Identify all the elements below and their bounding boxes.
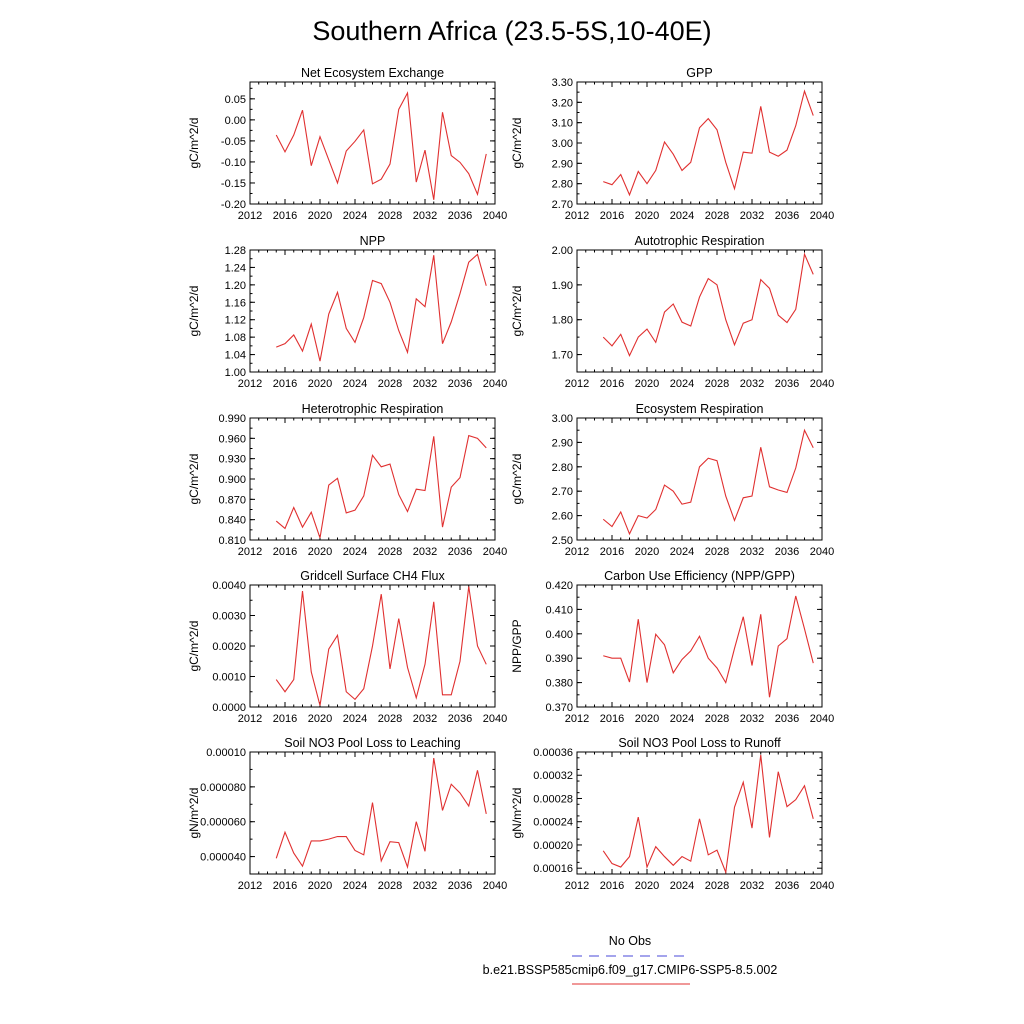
x-tick-label: 2032 [739, 880, 765, 892]
x-tick-label: 2020 [307, 880, 333, 892]
chart-panel [510, 736, 834, 892]
y-tick-label: 1.04 [224, 349, 246, 362]
y-axis-label: NPP/GPP [510, 619, 524, 673]
x-tick-label: 2012 [564, 880, 590, 892]
y-tick-label: 2.90 [551, 158, 573, 171]
x-tick-label: 2020 [307, 546, 333, 558]
y-tick-label: 1.08 [224, 332, 246, 345]
x-tick-label: 2016 [272, 713, 298, 725]
x-tick-label: 2024 [342, 713, 368, 725]
legend-model-label: b.e21.BSSP585cmip6.f09_g17.CMIP6-SSP5-8.5.002 [482, 963, 778, 977]
y-tick-label: 0.00028 [533, 793, 573, 806]
panel-title: NPP [359, 234, 386, 248]
y-tick-label: 0.380 [545, 677, 573, 690]
y-axis-label: gC/m^2/d [510, 285, 524, 337]
series-line [603, 430, 813, 534]
x-tick-label: 2012 [237, 378, 263, 390]
panel-title: Net Ecosystem Exchange [300, 66, 445, 80]
y-tick-label: 0.000060 [200, 816, 246, 829]
plot-frame [250, 752, 495, 874]
chart-panel [187, 402, 507, 558]
x-tick-label: 2028 [704, 713, 730, 725]
x-tick-label: 2032 [739, 713, 765, 725]
x-tick-label: 2040 [809, 378, 835, 390]
x-tick-label: 2028 [377, 378, 403, 390]
x-tick-label: 2016 [599, 880, 625, 892]
series-line [603, 755, 813, 872]
x-tick-label: 2032 [739, 210, 765, 222]
x-tick-label: 2036 [774, 880, 800, 892]
x-tick-label: 2016 [599, 713, 625, 725]
y-tick-label: 3.20 [551, 97, 573, 110]
y-axis-label: gN/m^2/d [510, 787, 524, 839]
y-axis-label: gC/m^2/d [187, 453, 201, 505]
x-tick-label: 2040 [482, 210, 508, 222]
y-tick-label: 0.000080 [200, 781, 246, 794]
y-tick-label: -0.15 [220, 177, 246, 190]
x-tick-label: 2040 [482, 546, 508, 558]
x-tick-label: 2028 [704, 378, 730, 390]
panel-title: Carbon Use Efficiency (NPP/GPP) [604, 569, 795, 583]
y-tick-label: 0.0030 [212, 610, 246, 623]
y-tick-label: 0.990 [218, 413, 246, 425]
y-tick-label: 1.00 [224, 367, 246, 379]
x-tick-label: 2032 [739, 378, 765, 390]
x-tick-label: 2040 [809, 713, 835, 725]
x-tick-label: 2036 [447, 880, 473, 892]
x-tick-label: 2036 [447, 713, 473, 725]
x-tick-label: 2028 [377, 713, 403, 725]
y-tick-label: 1.24 [224, 262, 246, 275]
plot-frame [250, 250, 495, 372]
chart-panel [187, 569, 507, 725]
y-tick-label: 0.370 [545, 702, 573, 714]
y-tick-label: 0.870 [218, 494, 246, 507]
y-tick-label: 1.90 [551, 279, 573, 292]
y-tick-label: 0.0040 [212, 580, 246, 592]
series-line [276, 587, 486, 706]
x-tick-label: 2040 [809, 546, 835, 558]
chart-panel [510, 402, 834, 558]
panel-title: Gridcell Surface CH4 Flux [300, 569, 445, 583]
x-tick-label: 2040 [809, 880, 835, 892]
plot-frame [250, 82, 495, 204]
y-tick-label: 1.70 [551, 349, 573, 362]
y-tick-label: 0.00010 [206, 747, 246, 759]
y-tick-label: 2.50 [551, 535, 573, 547]
x-tick-label: 2016 [272, 210, 298, 222]
panel-title: Soil NO3 Pool Loss to Leaching [284, 736, 461, 750]
y-tick-label: 0.0000 [212, 702, 246, 714]
y-tick-label: 0.00032 [533, 770, 573, 783]
x-tick-label: 2024 [669, 880, 695, 892]
y-tick-label: 2.90 [551, 437, 573, 450]
y-axis-label: gC/m^2/d [187, 117, 201, 169]
x-tick-label: 2036 [774, 546, 800, 558]
y-tick-label: 2.00 [551, 245, 573, 257]
y-tick-label: 0.000040 [200, 851, 246, 864]
plot-frame [577, 250, 822, 372]
y-tick-label: 0.960 [218, 433, 246, 446]
y-tick-label: 3.30 [551, 77, 573, 89]
y-tick-label: 0.00016 [533, 863, 573, 876]
series-line [276, 254, 486, 361]
x-tick-label: 2020 [634, 210, 660, 222]
x-tick-label: 2024 [669, 713, 695, 725]
x-tick-label: 2040 [809, 210, 835, 222]
x-tick-label: 2032 [412, 713, 438, 725]
panel-title: GPP [686, 66, 713, 80]
y-tick-label: 2.70 [551, 199, 573, 211]
x-tick-label: 2036 [447, 210, 473, 222]
legend [483, 934, 778, 984]
x-tick-label: 2024 [342, 378, 368, 390]
y-axis-label: gC/m^2/d [510, 453, 524, 505]
y-tick-label: 2.80 [551, 461, 573, 474]
x-tick-label: 2020 [634, 880, 660, 892]
x-tick-label: 2016 [599, 378, 625, 390]
legend-obs-label: No Obs [608, 934, 652, 948]
y-tick-label: 0.900 [218, 474, 246, 486]
figure-title: Southern Africa (23.5-5S,10-40E) [312, 16, 712, 46]
x-tick-label: 2012 [237, 880, 263, 892]
x-tick-label: 2012 [564, 210, 590, 222]
y-tick-label: 0.0020 [212, 641, 246, 653]
panel-title: Autotrophic Respiration [634, 234, 765, 248]
y-tick-label: 0.400 [545, 628, 573, 641]
chart-panel [510, 569, 834, 725]
x-tick-label: 2036 [774, 713, 800, 725]
y-tick-label: 1.16 [224, 297, 246, 310]
series-line [603, 254, 813, 355]
y-axis-label: gC/m^2/d [187, 285, 201, 337]
x-tick-label: 2012 [237, 210, 263, 222]
x-tick-label: 2016 [272, 546, 298, 558]
x-tick-label: 2016 [272, 378, 298, 390]
x-tick-label: 2016 [272, 880, 298, 892]
y-axis-label: gN/m^2/d [187, 787, 201, 839]
x-tick-label: 2028 [377, 210, 403, 222]
series-line [276, 758, 486, 867]
x-tick-label: 2020 [634, 546, 660, 558]
x-tick-label: 2024 [669, 210, 695, 222]
y-tick-label: 0.00036 [533, 747, 573, 759]
x-tick-label: 2036 [447, 546, 473, 558]
x-tick-label: 2020 [307, 210, 333, 222]
y-tick-label: 3.10 [551, 117, 573, 130]
x-tick-label: 2036 [774, 210, 800, 222]
x-tick-label: 2036 [447, 378, 473, 390]
chart-panel [510, 66, 834, 222]
x-tick-label: 2016 [599, 210, 625, 222]
x-tick-label: 2020 [307, 378, 333, 390]
y-tick-label: 0.410 [545, 604, 573, 617]
x-tick-label: 2040 [482, 713, 508, 725]
y-tick-label: 0.810 [218, 535, 246, 547]
x-tick-label: 2020 [307, 713, 333, 725]
x-tick-label: 2032 [739, 546, 765, 558]
y-tick-label: 1.80 [551, 314, 573, 327]
y-tick-label: 0.840 [218, 514, 246, 527]
x-tick-label: 2016 [599, 546, 625, 558]
y-tick-label: 1.28 [224, 245, 246, 257]
panel-title: Heterotrophic Respiration [301, 402, 444, 416]
y-tick-label: 1.20 [224, 279, 246, 292]
chart-panel [187, 736, 507, 892]
x-tick-label: 2020 [634, 713, 660, 725]
x-tick-label: 2012 [564, 713, 590, 725]
y-tick-label: 0.420 [545, 580, 573, 592]
x-tick-label: 2040 [482, 880, 508, 892]
x-tick-label: 2012 [237, 713, 263, 725]
y-tick-label: 0.05 [224, 93, 246, 106]
plot-frame [577, 585, 822, 707]
y-tick-label: 0.00024 [533, 816, 573, 829]
chart-panel [510, 234, 834, 390]
y-axis-label: gC/m^2/d [510, 117, 524, 169]
plot-frame [577, 752, 822, 874]
x-tick-label: 2020 [634, 378, 660, 390]
x-tick-label: 2024 [342, 880, 368, 892]
x-tick-label: 2032 [412, 546, 438, 558]
y-tick-label: 0.930 [218, 453, 246, 466]
y-tick-label: 2.70 [551, 486, 573, 499]
y-tick-label: -0.05 [220, 135, 246, 148]
x-tick-label: 2024 [669, 378, 695, 390]
x-tick-label: 2028 [704, 210, 730, 222]
x-tick-label: 2040 [482, 378, 508, 390]
x-tick-label: 2036 [774, 378, 800, 390]
x-tick-label: 2032 [412, 880, 438, 892]
chart-panel [187, 66, 507, 222]
y-tick-label: -0.20 [220, 199, 246, 211]
x-tick-label: 2024 [342, 546, 368, 558]
chart-panels [187, 66, 834, 892]
y-axis-label: gC/m^2/d [187, 620, 201, 672]
x-tick-label: 2032 [412, 210, 438, 222]
y-tick-label: 1.12 [224, 314, 246, 327]
x-tick-label: 2012 [564, 546, 590, 558]
y-tick-label: -0.10 [220, 156, 246, 169]
y-tick-label: 2.60 [551, 510, 573, 523]
x-tick-label: 2032 [412, 378, 438, 390]
x-tick-label: 2028 [377, 880, 403, 892]
panel-title: Soil NO3 Pool Loss to Runoff [618, 736, 781, 750]
series-line [276, 436, 486, 538]
x-tick-label: 2028 [704, 546, 730, 558]
y-tick-label: 2.80 [551, 178, 573, 191]
x-tick-label: 2012 [237, 546, 263, 558]
x-tick-label: 2028 [377, 546, 403, 558]
x-tick-label: 2028 [704, 880, 730, 892]
plot-frame [577, 418, 822, 540]
y-tick-label: 3.00 [551, 413, 573, 425]
chart-panel [187, 234, 507, 390]
y-tick-label: 0.00 [224, 114, 246, 127]
series-line [603, 596, 813, 697]
y-tick-label: 0.00020 [533, 839, 573, 852]
x-tick-label: 2024 [342, 210, 368, 222]
plot-frame [577, 82, 822, 204]
y-tick-label: 3.00 [551, 138, 573, 150]
series-line [603, 91, 813, 195]
y-tick-label: 0.390 [545, 653, 573, 666]
panel-title: Ecosystem Respiration [635, 402, 764, 416]
x-tick-label: 2024 [669, 546, 695, 558]
y-tick-label: 0.0010 [212, 671, 246, 684]
series-line [276, 93, 486, 200]
x-tick-label: 2012 [564, 378, 590, 390]
